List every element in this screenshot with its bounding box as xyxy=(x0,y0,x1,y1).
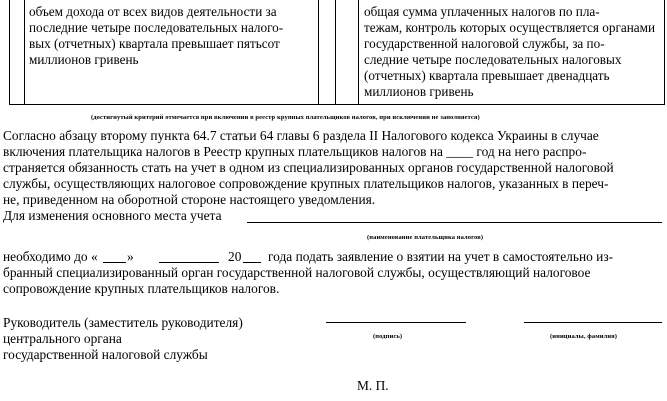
quote-close: » xyxy=(127,249,134,264)
signatory-title: Руководитель (заместитель руководителя) центрального органа государственной налоговой службы xyxy=(3,315,243,362)
notice-paragraph: Согласно абзацу второму пункта 64.7 статьи 64 главы 6 раздела II Налогового кодекса Украины в случае включения плательщика налогов в Реестр крупных плательщиков налогов на ____ год на него распро- страняется обязанность стать на учет в одном из специализированных органов государственной налоговой службы, осуществляющих налоговое сопровождение крупных плательщиков налогов, указанных в переч- не, приведенном на оборотной стороне настоящего уведомления. xyxy=(3,128,614,207)
deadline-line3: сопровождение крупных плательщиков налогов. xyxy=(3,281,280,296)
taxpayer-caption: (наименование плательщика налогов) xyxy=(367,234,484,241)
year-blank xyxy=(243,262,261,263)
table-divider-left xyxy=(24,0,25,105)
month-blank xyxy=(159,262,219,263)
table-divider-mid-b xyxy=(335,0,336,105)
table-note: (достигнутый критерий отмечается при включении в реестр крупных плательщиков налогов, при исключении не заполняется) xyxy=(91,114,480,121)
deadline-prefix: необходимо до « xyxy=(3,249,98,264)
year-century: 20 xyxy=(228,249,242,264)
table-divider-mid-a xyxy=(318,0,319,105)
name-line xyxy=(524,322,662,323)
table-divider-right xyxy=(358,0,359,105)
stamp-label: М. П. xyxy=(357,378,389,393)
signature-line xyxy=(326,322,466,323)
name-caption: (инициалы, фамилия) xyxy=(550,333,618,340)
taxpayer-name-line xyxy=(247,222,662,223)
change-label: Для изменения основного места учета xyxy=(3,208,222,223)
revenue-criterion-text: объем дохода от всех видов деятельности за последние четыре последовательных налого- вых (отчетных) квартала превышает пятьсот миллионов гривень xyxy=(29,4,284,67)
signature-caption: (подпись) xyxy=(373,333,403,340)
taxes-criterion-text: общая сумма уплаченных налогов по пла- тежам, контроль которых осуществляется органами государственной налоговой службы, за по- следние четыре последовательных налоговых (отчетных) квартала превышает двенадцать миллионов гривень xyxy=(364,4,656,99)
day-blank xyxy=(103,262,126,263)
deadline-line2: бранный специализированный орган государственной налоговой службы, осуществляющий налоговое xyxy=(3,265,591,280)
deadline-rest: года подать заявление о взятии на учет в самостоятельно из- xyxy=(268,249,614,264)
